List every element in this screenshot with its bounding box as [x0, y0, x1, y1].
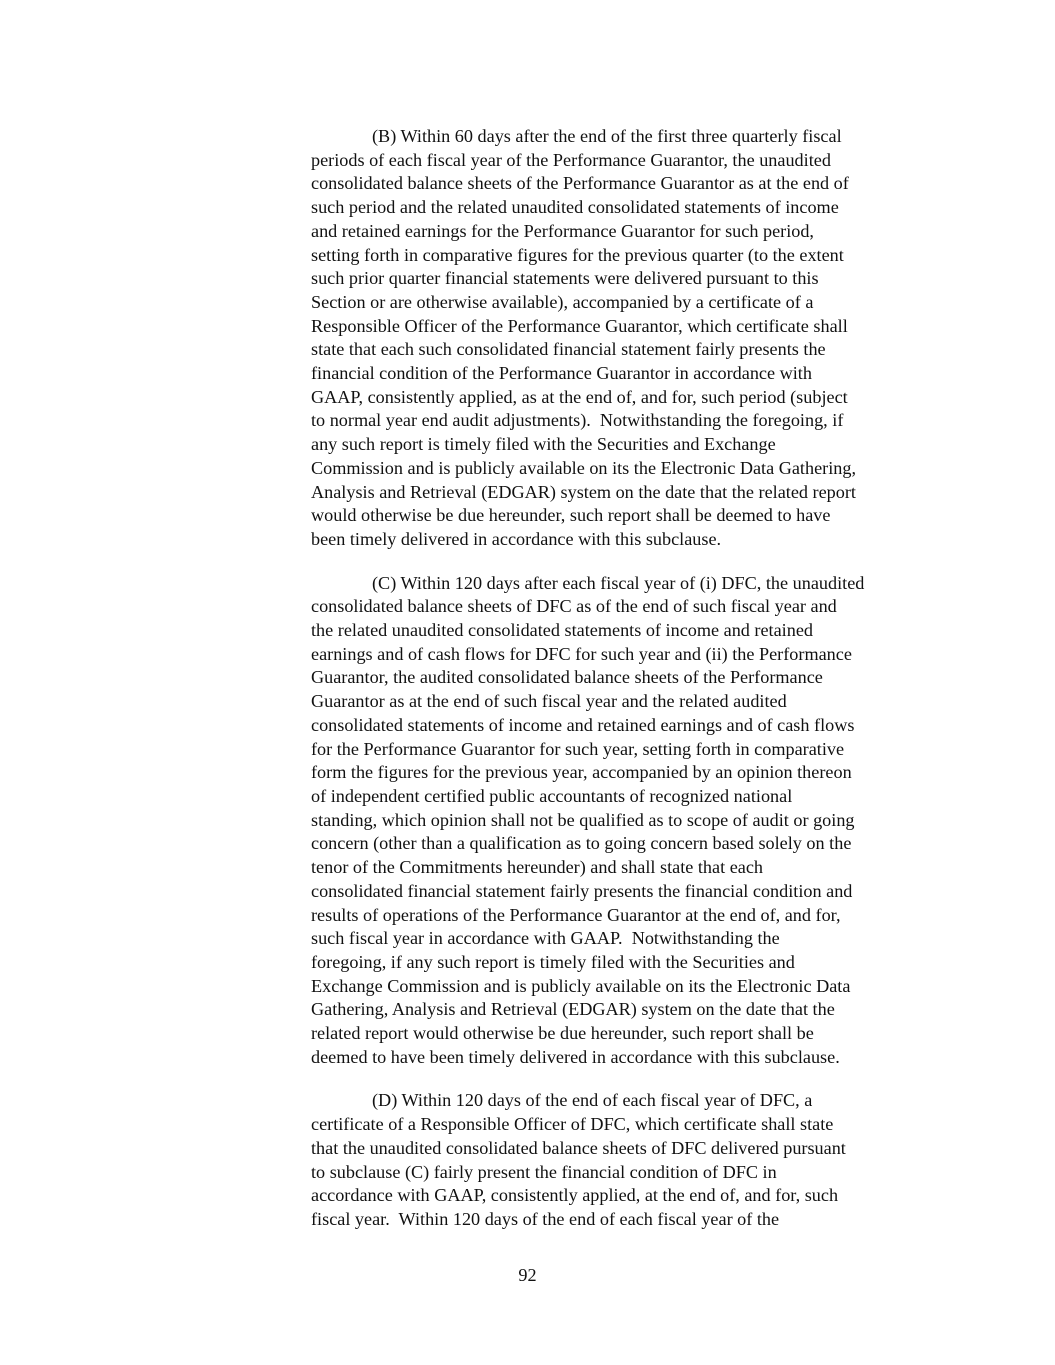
clause-c [311, 572, 936, 1070]
clause-c-line: Guarantor, the audited consolidated balance sheets of the Performance [311, 667, 823, 688]
clause-b-line: state that each such consolidated financial statement fairly presents the [311, 339, 826, 360]
clause-b-line: been timely delivered in accordance with this subclause. [311, 528, 722, 549]
clause-b-line: GAAP, consistently applied, as at the end of, and for, such period (subject [311, 386, 848, 407]
clause-c-line: (C) Within 120 days after each fiscal year of (i) DFC, the unaudited [372, 572, 865, 593]
clause-b-line: to normal year end audit adjustments). Notwithstanding the foregoing, if [311, 410, 844, 431]
clause-c-line: concern (other than a qualification as to going concern based solely on the [311, 833, 852, 854]
clause-b-line: Section or are otherwise available), accompanied by a certificate of a [311, 291, 814, 312]
clause-c-line: of independent certified public accountants of recognized national [311, 785, 793, 806]
clause-c-line: tenor of the Commitments hereunder) and shall state that each [311, 857, 764, 878]
clause-c-line: related report would otherwise be due hereunder, such report shall be [311, 1023, 814, 1044]
clause-b-line: Commission and is publicly available on its the Electronic Data Gathering, [311, 457, 856, 478]
clause-c-line: the related unaudited consolidated statements of income and retained [311, 620, 813, 641]
clause-d-line: certificate of a Responsible Officer of DFC, which certificate shall state [311, 1114, 834, 1135]
clause-c-line: standing, which opinion shall not be qualified as to scope of audit or going [311, 809, 855, 830]
clause-c-line: earnings and of cash flows for DFC for such year and (ii) the Performance [311, 643, 852, 664]
page-number: 92 [518, 1265, 537, 1285]
clause-c-line: Guarantor as at the end of such fiscal year and the related audited [311, 691, 787, 712]
clause-c-line: deemed to have been timely delivered in accordance with this subclause. [311, 1046, 840, 1067]
clause-b-line: consolidated balance sheets of the Performance Guarantor as at the end of [311, 173, 849, 194]
clause-b-line: Responsible Officer of the Performance Guarantor, which certificate shall [311, 315, 848, 336]
clause-b-line: periods of each fiscal year of the Performance Guarantor, the unaudited [311, 149, 831, 170]
clause-c-line: consolidated balance sheets of DFC as of the end of such fiscal year and [311, 596, 837, 617]
clause-c-line: consolidated statements of income and retained earnings and of cash flows [311, 714, 855, 735]
clause-b-line: financial condition of the Performance Guarantor in accordance with [311, 363, 812, 384]
clause-d-line: that the unaudited consolidated balance sheets of DFC delivered pursuant [311, 1137, 846, 1158]
clause-b [311, 125, 936, 552]
clause-b-line: (B) Within 60 days after the end of the first three quarterly fiscal [372, 126, 842, 146]
clause-b-line: Analysis and Retrieval (EDGAR) system on the date that the related report [311, 481, 856, 502]
clause-c-line: form the figures for the previous year, accompanied by an opinion thereon [311, 762, 852, 783]
clause-d [311, 1089, 936, 1231]
clause-b-line: setting forth in comparative figures for the previous quarter (to the extent [311, 244, 844, 265]
clause-b-line: such prior quarter financial statements were delivered pursuant to this [311, 268, 819, 289]
clause-b-line: such period and the related unaudited consolidated statements of income [311, 197, 839, 218]
clause-b-line: would otherwise be due hereunder, such report shall be deemed to have [311, 505, 831, 526]
clause-b-line: any such report is timely filed with the Securities and Exchange [311, 434, 776, 455]
clause-c-line: for the Performance Guarantor for such year, setting forth in comparative [311, 738, 845, 759]
clause-d-line: (D) Within 120 days of the end of each fiscal year of DFC, a [372, 1090, 813, 1111]
clause-c-line: Gathering, Analysis and Retrieval (EDGAR) system on the date that the [311, 999, 835, 1020]
clause-c-line: results of operations of the Performance Guarantor at the end of, and for, [311, 904, 841, 925]
clause-d-line: to subclause (C) fairly present the financial condition of DFC in [311, 1161, 777, 1182]
body-text [311, 125, 936, 1252]
clause-d-line: accordance with GAAP, consistently applied, at the end of, and for, such [311, 1185, 839, 1206]
clause-b-line: and retained earnings for the Performance Guarantor for such period, [311, 220, 814, 241]
clause-c-line: foregoing, if any such report is timely filed with the Securities and [311, 951, 795, 972]
clause-c-line: consolidated financial statement fairly presents the financial condition and [311, 880, 853, 901]
clause-c-line: such fiscal year in accordance with GAAP. Notwithstanding the [311, 928, 780, 949]
clause-c-line: Exchange Commission and is publicly available on its the Electronic Data [311, 975, 851, 996]
clause-d-line: fiscal year. Within 120 days of the end of each fiscal year of the [311, 1208, 780, 1229]
